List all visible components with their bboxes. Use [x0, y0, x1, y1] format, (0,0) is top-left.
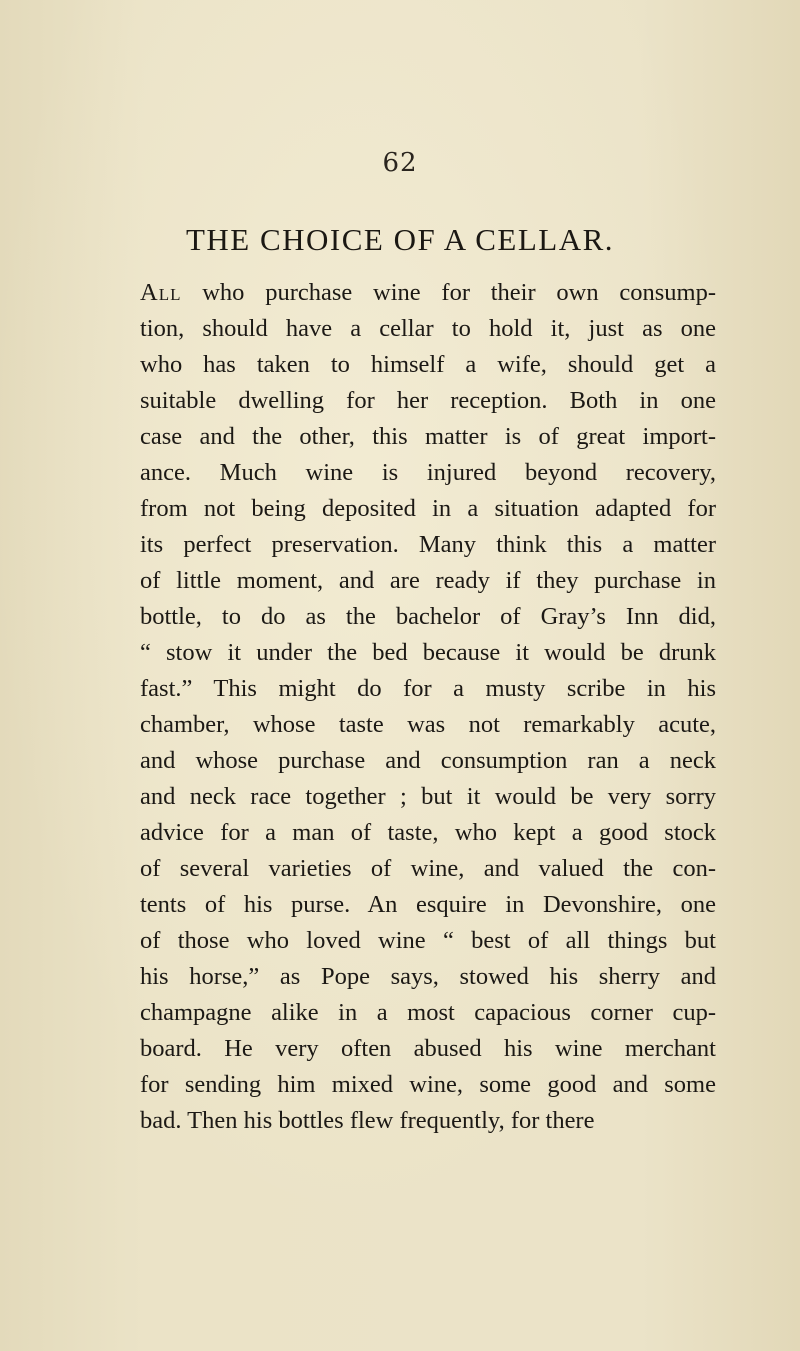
- text-line: fast.” This might do for a musty scribe in his: [140, 675, 716, 702]
- text-line: ance. Much wine is injured beyond recovery,: [140, 459, 716, 486]
- text-line: tents of his purse. An esquire in Devonshire, one: [140, 891, 716, 918]
- text-line: All who purchase wine for their own consump-: [140, 279, 716, 306]
- text-line: board. He very often abused his wine merchant: [140, 1035, 716, 1062]
- text-line: its perfect preservation. Many think this a matter: [140, 531, 716, 558]
- opening-word: All: [140, 279, 182, 306]
- text-line: of little moment, and are ready if they purchase in: [140, 567, 716, 594]
- text-line: and whose purchase and consumption ran a neck: [140, 747, 716, 774]
- text-line: bottle, to do as the bachelor of Gray’s Inn did,: [140, 603, 716, 630]
- text-line: champagne alike in a most capacious corner cup-: [140, 999, 716, 1026]
- text-line: and neck race together ; but it would be very sorry: [140, 783, 716, 810]
- text-line: advice for a man of taste, who kept a good stock: [140, 819, 716, 846]
- text-line: “ stow it under the bed because it would be drunk: [140, 639, 716, 666]
- body-text: [140, 275, 716, 1139]
- text-line: case and the other, this matter is of great import-: [140, 423, 716, 450]
- text-line: from not being deposited in a situation adapted for: [140, 495, 716, 522]
- text-line: of several varieties of wine, and valued the con-: [140, 855, 716, 882]
- text-line: bad. Then his bottles flew frequently, for there: [140, 1107, 595, 1134]
- page-number: 62: [382, 148, 418, 178]
- text-line: for sending him mixed wine, some good and some: [140, 1071, 716, 1098]
- chapter-title: THE CHOICE OF A CELLAR.: [185, 222, 615, 257]
- text-line: his horse,” as Pope says, stowed his sherry and: [140, 963, 716, 990]
- text-line: suitable dwelling for her reception. Both in one: [140, 387, 716, 414]
- text-line: chamber, whose taste was not remarkably acute,: [140, 711, 716, 738]
- text-line: tion, should have a cellar to hold it, just as one: [140, 315, 716, 342]
- text-line: of those who loved wine “ best of all things but: [140, 927, 716, 954]
- text-line: who has taken to himself a wife, should get a: [140, 351, 716, 378]
